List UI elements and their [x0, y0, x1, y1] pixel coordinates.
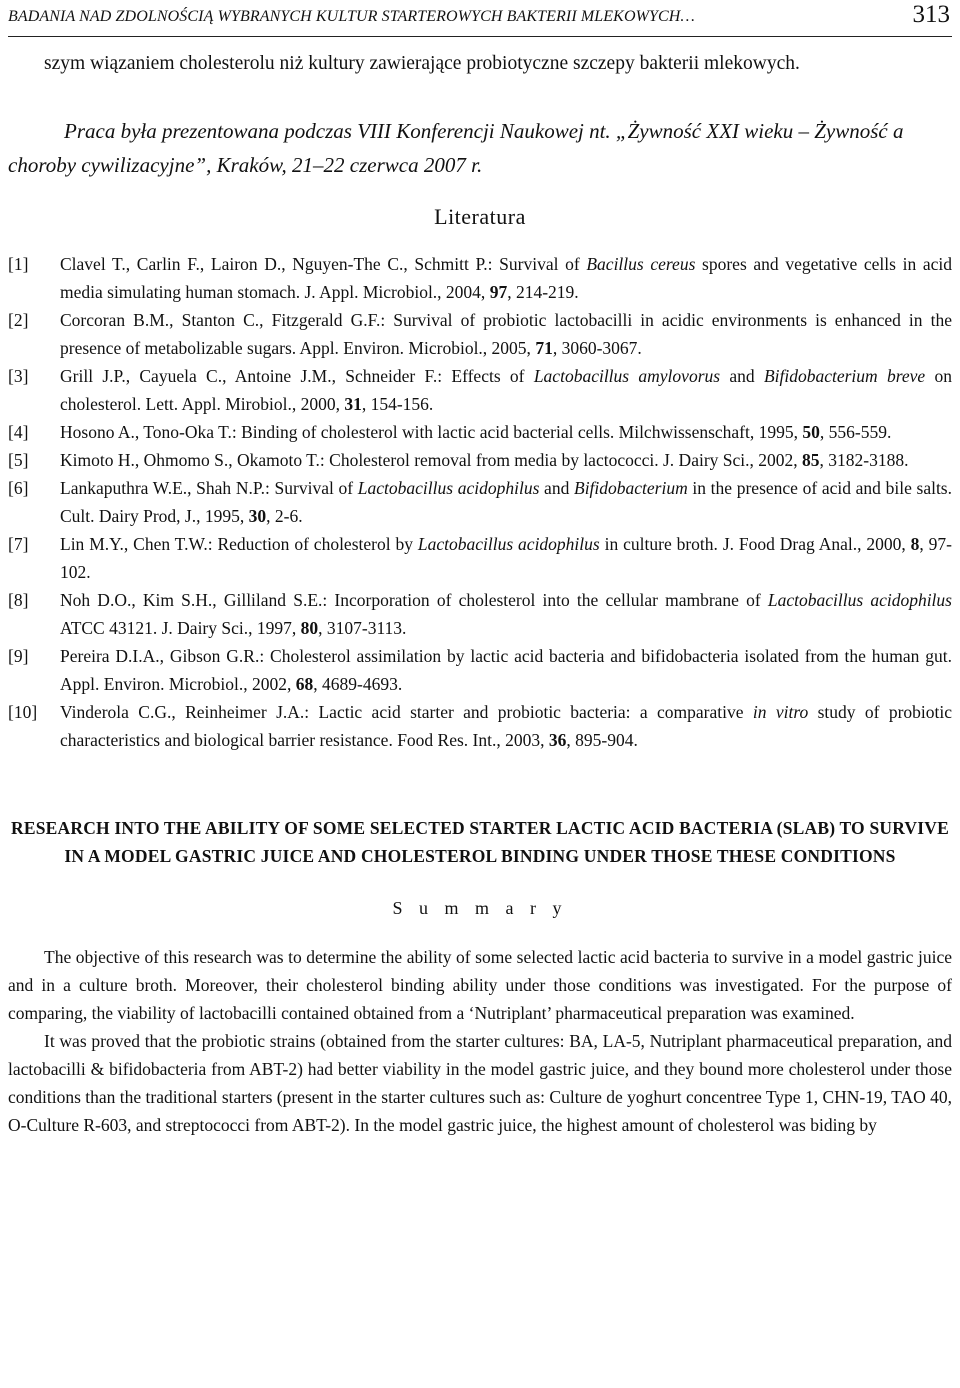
reference-segment: , 154-156.	[361, 394, 434, 414]
reference-segment: Lin M.Y., Chen T.W.: Reduction of cholesterol by	[60, 534, 418, 554]
page-number: 313	[912, 1, 950, 28]
reference-species-name: Bifidobacterium	[574, 478, 688, 498]
reference-text	[60, 530, 952, 586]
reference-segment: Pereira D.I.A., Gibson G.R.: Cholesterol assimilation by lactic acid bacteria and bifidobacteria isolated from the human gut. Appl. Environ. Microbiol., 2002,	[60, 646, 952, 694]
reference-segment: study of probiotic characteristics and biological barrier resistance. Food Res. Int., 2003,	[60, 702, 953, 750]
reference-text	[60, 586, 952, 642]
reference-species-name: Bacillus cereus	[586, 254, 696, 274]
reference-segment: Grill J.P., Cayuela C., Antoine J.M., Schneider F.: Effects of	[60, 366, 534, 386]
reference-text	[60, 474, 952, 530]
reference-segment: , 214-219.	[507, 282, 579, 302]
reference-item	[8, 474, 952, 530]
reference-segment: Hosono A., Tono-Oka T.: Binding of cholesterol with lactic acid bacterial cells. Milchwissenschaft, 1995,	[60, 422, 803, 442]
english-title: RESEARCH INTO THE ABILITY OF SOME SELECTED STARTER LACTIC ACID BACTERIA (SLAB) TO SURVIVE IN A MODEL GASTRIC JUICE AND CHOLESTEROL BINDING UNDER THOSE THESE CONDITIONS	[11, 818, 949, 866]
summary-paragraph: The objective of this research was to determine the ability of some selected lactic acid bacteria to survive in a model gastric juice and in a culture broth. Moreover, their cholesterol binding ability under those conditions was investigated. For the purpose of comparing, the viability of lactobacilli contained obtained from a ‘Nutriplant’ pharmaceutical preparation was examined.	[8, 947, 952, 1023]
reference-text	[60, 418, 952, 446]
reference-text	[60, 306, 952, 362]
reference-segment: , 4689-4693.	[313, 674, 403, 694]
reference-item	[8, 446, 952, 474]
reference-segment: , 2-6.	[266, 506, 303, 526]
reference-species-name: Bifidobacterium breve	[763, 366, 926, 386]
reference-species-name: Lactobacillus acidophilus	[357, 478, 540, 498]
references-heading: Literatura	[434, 204, 526, 229]
reference-number: [4]	[8, 422, 29, 442]
reference-item	[8, 362, 952, 418]
reference-segment: spores and vegetative cells in acid media simulating human stomach. J. Appl. Microbiol., 2004,	[60, 254, 952, 302]
reference-segment: , 556-559.	[819, 422, 892, 442]
reference-segment: , 3060-3067.	[552, 338, 642, 358]
reference-item	[8, 306, 952, 362]
summary-heading: S u m m a r y	[392, 898, 568, 918]
reference-segment: , 3107-3113.	[318, 618, 407, 638]
running-head	[8, 2, 952, 37]
reference-segment: Lankaputhra W.E., Shah N.P.: Survival of	[60, 478, 358, 498]
reference-volume: 68	[295, 674, 314, 694]
reference-volume: 97	[489, 282, 508, 302]
reference-item	[8, 642, 952, 698]
running-title: BADANIA NAD ZDOLNOŚCIĄ WYBRANYCH KULTUR STARTEROWYCH BAKTERII MLEKOWYCH…	[8, 8, 695, 25]
reference-species-name: in vitro	[752, 702, 809, 722]
reference-item	[8, 418, 952, 446]
reference-volume: 8	[910, 534, 920, 554]
reference-number: [5]	[8, 450, 29, 470]
reference-segment: Noh D.O., Kim S.H., Gilliland S.E.: Incorporation of cholesterol into the cellular mambrane of	[60, 590, 768, 610]
reference-item	[8, 250, 952, 306]
reference-item	[8, 530, 952, 586]
reference-segment: on cholesterol. Lett. Appl. Mirobiol., 2000,	[60, 366, 952, 414]
reference-segment: , 97-102.	[60, 534, 952, 582]
reference-item	[8, 586, 952, 642]
reference-segment: Kimoto H., Ohmomo S., Okamoto T.: Cholesterol removal from media by lactococci. J. Dairy Sci., 2002,	[60, 450, 803, 470]
reference-volume: 85	[802, 450, 820, 470]
reference-number: [3]	[8, 366, 29, 386]
summary	[8, 943, 952, 1139]
conference-note: Praca była prezentowana podczas VIII Konferencji Naukowej nt. „Żywność XXI wieku – Żywność a choroby cywilizacyjne”, Kraków, 21–22 czerwca 2007 r.	[8, 119, 904, 177]
reference-number: [6]	[8, 478, 29, 498]
reference-number: [2]	[8, 310, 29, 330]
reference-text	[60, 446, 952, 474]
reference-number: [10]	[8, 702, 38, 722]
reference-segment: , 3182-3188.	[819, 450, 909, 470]
reference-text	[60, 642, 952, 698]
reference-segment: and	[539, 478, 574, 498]
reference-segment: ATCC 43121. J. Dairy Sci., 1997,	[60, 618, 301, 638]
reference-number: [7]	[8, 534, 29, 554]
reference-segment: in culture broth. J. Food Drag Anal., 2000,	[599, 534, 911, 554]
reference-number: [1]	[8, 254, 29, 274]
reference-segment: and	[720, 366, 764, 386]
reference-volume: 71	[535, 338, 553, 358]
intro-fragment: szym wiązaniem cholesterolu niż kultury zawierające probiotyczne szczepy bakterii mlekowych.	[44, 53, 800, 74]
reference-segment: Vinderola C.G., Reinheimer J.A.: Lactic acid starter and probiotic bacteria: a comparative	[60, 702, 753, 722]
reference-species-name: Lactobacillus acidophilus	[417, 534, 600, 554]
reference-text	[60, 698, 952, 754]
reference-number: [9]	[8, 646, 29, 666]
reference-segment: Clavel T., Carlin F., Lairon D., Nguyen-The C., Schmitt P.: Survival of	[60, 254, 587, 274]
reference-text	[60, 250, 952, 306]
reference-text	[60, 362, 952, 418]
reference-volume: 30	[248, 506, 267, 526]
reference-volume: 36	[548, 730, 567, 750]
reference-segment: in the presence of acid and bile salts. Cult. Dairy Prod, J., 1995,	[60, 478, 952, 526]
page-content	[8, 50, 952, 1139]
summary-paragraph: It was proved that the probiotic strains (obtained from the starter cultures: BA, LA-5, Nutriplant pharmaceutical preparation, and lactobacilli & bifidobacteria from ABT-2) had better viability in the model gastric juice, and they bound more cholesterol under those conditions than the traditional starters (present in the starter cultures such as: Culture de yoghurt concentree Type 1, CHN-19, TAO 40, O-Culture R-603, and streptococci from ABT-2). In the model gastric juice, the highest amount of cholesterol was biding by	[8, 1031, 952, 1135]
reference-volume: 50	[802, 422, 820, 442]
reference-species-name: Lactobacillus acidophilus	[767, 590, 952, 610]
reference-segment: Corcoran B.M., Stanton C., Fitzgerald G.F.: Survival of probiotic lactobacilli in acidic environments is enhanced in the presence of metabolizable sugars. Appl. Environ. Microbiol., 2005,	[60, 310, 952, 358]
references-list	[8, 250, 952, 754]
reference-volume: 80	[300, 618, 319, 638]
reference-number: [8]	[8, 590, 29, 610]
reference-volume: 31	[344, 394, 362, 414]
reference-item	[8, 698, 952, 754]
reference-segment: , 895-904.	[566, 730, 638, 750]
reference-species-name: Lactobacillus amylovorus	[533, 366, 721, 386]
